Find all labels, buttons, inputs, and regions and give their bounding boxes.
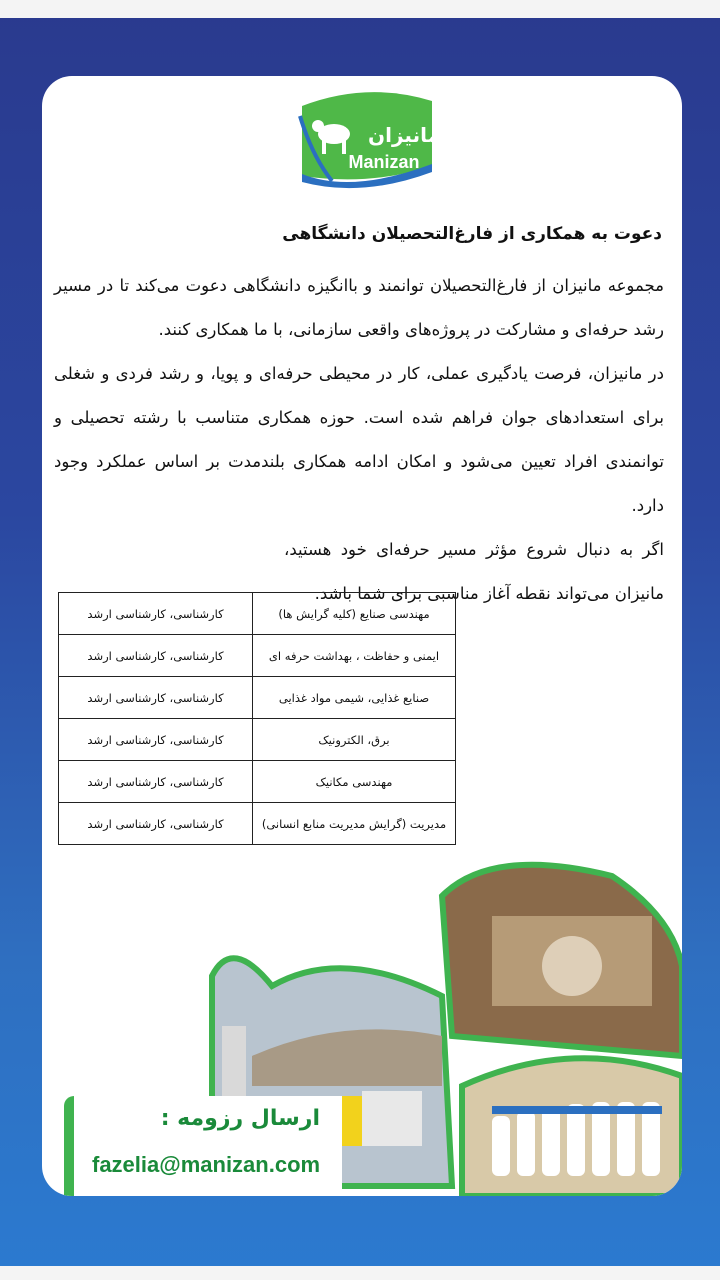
manizan-logo <box>292 86 442 196</box>
table-cell-field: مهندسی صنایع (کلیه گرایش ها) <box>253 593 456 635</box>
table-cell-degree: کارشناسی، کارشناسی ارشد <box>59 593 253 635</box>
bottom-strip <box>0 1266 720 1280</box>
paragraph-details: در مانیزان، فرصت یادگیری عملی، کار در محیطی حرفه‌ای و پویا، و رشد فردی و شغلی برای استعدادهای جوان فراهم شده است. حوزه همکاری متناسب با رشته تحصیلی و توانمندی افراد تعیین می‌شود و امکان ادامه همکاری بلندمدت بر اساس عملکرد وجود دارد. <box>54 364 664 515</box>
table-cell-degree: کارشناسی، کارشناسی ارشد <box>59 761 253 803</box>
logo-text-fa: مانیزان <box>368 123 440 147</box>
resume-box <box>64 1096 342 1196</box>
table-row <box>59 719 456 761</box>
table-row <box>59 635 456 677</box>
table-cell-degree: کارشناسی، کارشناسی ارشد <box>59 719 253 761</box>
logo-text-en: Manizan <box>348 152 420 172</box>
paragraph-intro: مجموعه مانیزان از فارغ‌التحصیلان توانمند و باانگیزه دانشگاهی دعوت می‌کند تا در مسیر رشد حرفه‌ای و مشارکت در پروژه‌های واقعی سازمانی، با ما همکاری کنند. <box>54 276 664 339</box>
resume-label: ارسال رزومه : <box>160 1106 320 1131</box>
page-title: دعوت به همکاری از فارغ‌التحصیلان دانشگاهی <box>282 224 662 244</box>
top-strip <box>0 0 720 18</box>
table-cell-field: صنایع غذایی، شیمی مواد غذایی <box>253 677 456 719</box>
paragraph-closing: اگر به دنبال شروع مؤثر مسیر حرفه‌ای خود هستید، مانیزان می‌تواند نقطه آغاز مناسبی برای شما باشد. <box>284 540 664 603</box>
resume-email-link[interactable]: fazelia@manizan.com <box>92 1152 321 1177</box>
table-cell-field: برق، الکترونیک <box>253 719 456 761</box>
table-cell-field: مدیریت (گرایش مدیریت منابع انسانی) <box>253 803 456 845</box>
table-row <box>59 803 456 845</box>
body-text <box>54 264 664 616</box>
table-row <box>59 593 456 635</box>
table-cell-degree: کارشناسی، کارشناسی ارشد <box>59 635 253 677</box>
positions-table <box>58 592 456 845</box>
table-row <box>59 677 456 719</box>
resume-accent <box>64 1096 74 1196</box>
table-cell-degree: کارشناسی، کارشناسی ارشد <box>59 803 253 845</box>
table-cell-field: ایمنی و حفاظت ، بهداشت حرفه ای <box>253 635 456 677</box>
table-cell-field: مهندسی مکانیک <box>253 761 456 803</box>
table-row <box>59 761 456 803</box>
content-card <box>42 76 682 1196</box>
table-cell-degree: کارشناسی، کارشناسی ارشد <box>59 677 253 719</box>
